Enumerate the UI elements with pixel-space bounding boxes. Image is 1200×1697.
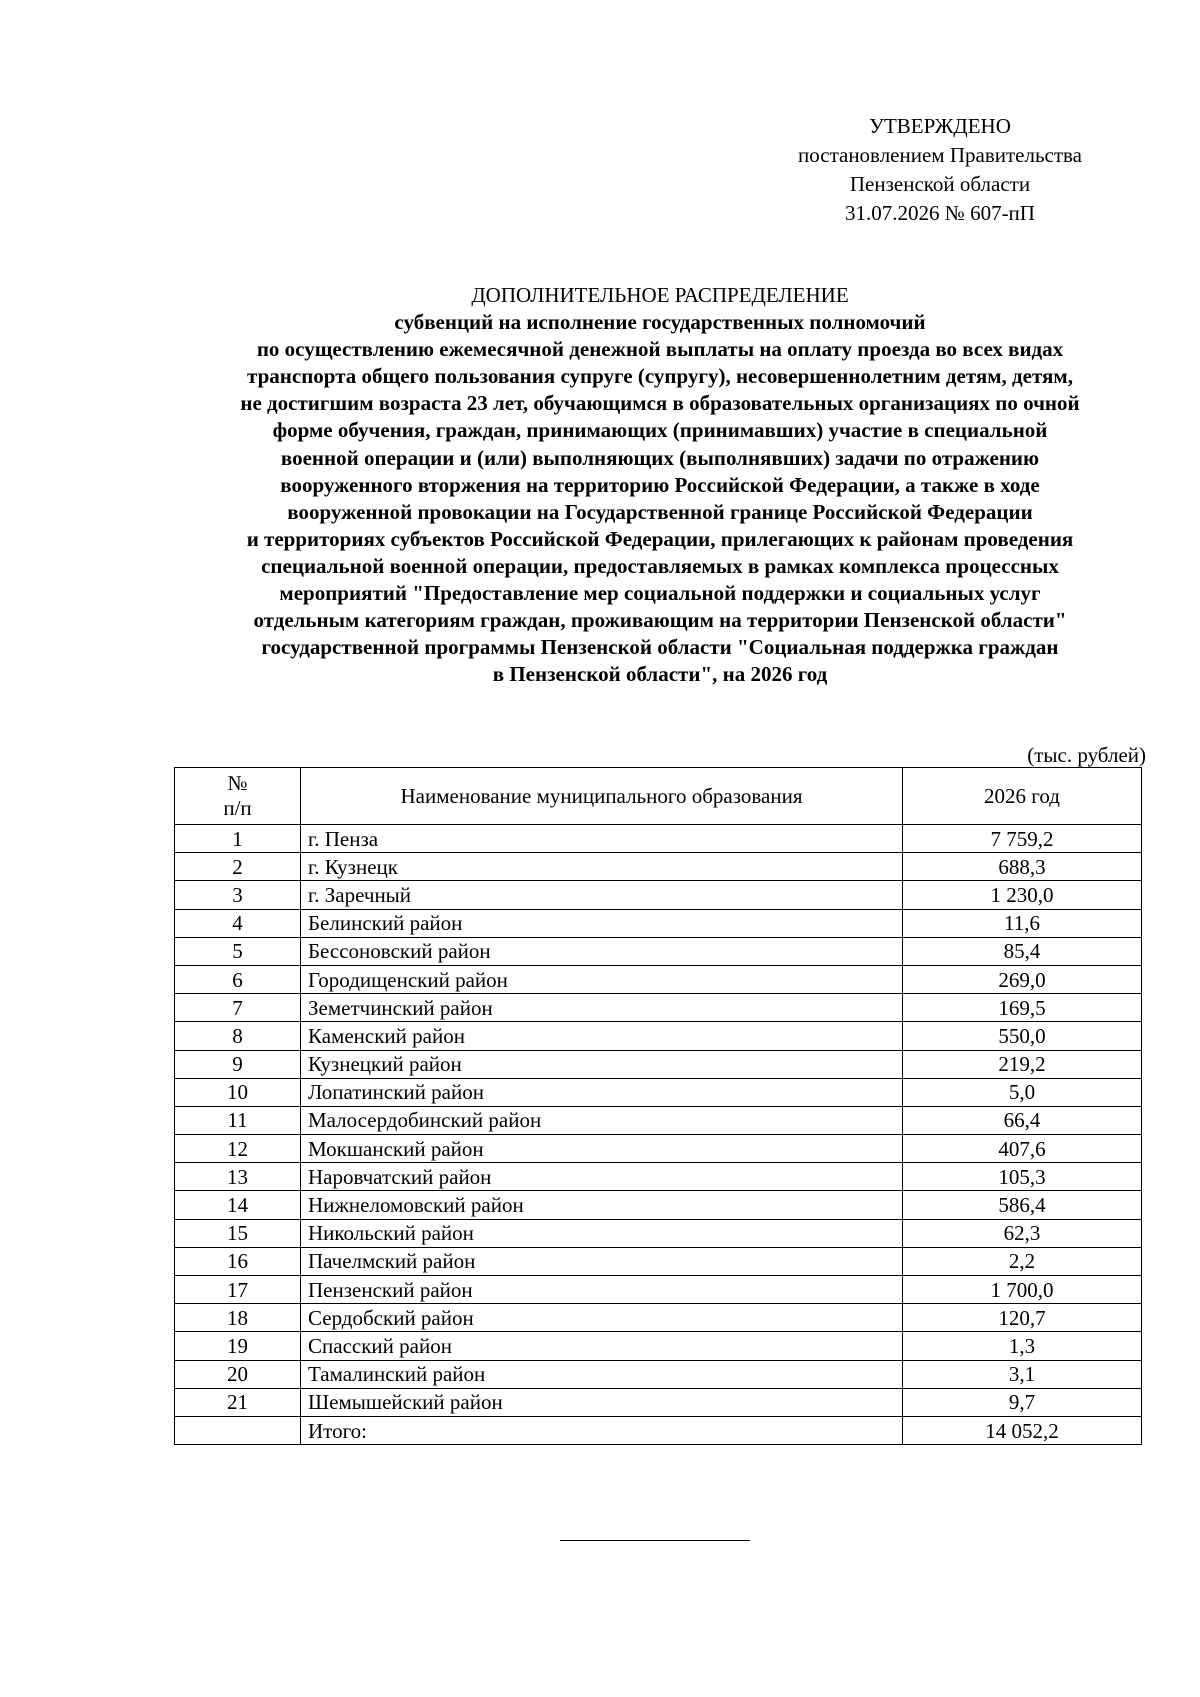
heading-line: вооруженного вторжения на территорию Российской Федерации, а также в ходе — [280, 472, 1040, 497]
row-amount: 407,6 — [903, 1135, 1142, 1163]
table-header-row — [175, 768, 1142, 825]
row-municipality: Пензенский район — [301, 1276, 903, 1304]
row-municipality: Никольский район — [301, 1219, 903, 1247]
total-number — [175, 1416, 301, 1444]
approval-word: УТВЕРЖДЕНО — [869, 114, 1011, 138]
row-amount: 3,1 — [903, 1360, 1142, 1388]
row-number: 17 — [175, 1276, 301, 1304]
table-body — [175, 825, 1142, 1445]
row-amount: 120,7 — [903, 1304, 1142, 1332]
row-municipality: Сердобский район — [301, 1304, 903, 1332]
approval-by: постановлением Правительства — [797, 143, 1082, 167]
row-municipality: Спасский район — [301, 1332, 903, 1360]
row-number: 10 — [175, 1078, 301, 1106]
row-amount: 85,4 — [903, 937, 1142, 965]
heading-line: форме обучения, граждан, принимающих (принимавших) участие в специальной — [272, 418, 1048, 443]
table-row — [175, 1078, 1142, 1106]
end-separator-line — [560, 1540, 750, 1541]
table-row — [175, 1219, 1142, 1247]
row-number: 5 — [175, 937, 301, 965]
table-row — [175, 881, 1142, 909]
header-number — [175, 768, 301, 825]
row-number: 3 — [175, 881, 301, 909]
heading-line: мероприятий "Предоставление мер социальной поддержки и социальных услуг — [279, 581, 1041, 606]
table-row — [175, 853, 1142, 881]
table-row — [175, 1304, 1142, 1332]
row-municipality: г. Заречный — [301, 881, 903, 909]
table-row — [175, 1360, 1142, 1388]
row-number: 1 — [175, 825, 301, 853]
row-amount: 2,2 — [903, 1247, 1142, 1275]
row-number: 12 — [175, 1135, 301, 1163]
row-number: 20 — [175, 1360, 301, 1388]
row-number: 18 — [175, 1304, 301, 1332]
row-amount: 7 759,2 — [903, 825, 1142, 853]
row-amount: 9,7 — [903, 1388, 1142, 1416]
row-amount: 586,4 — [903, 1191, 1142, 1219]
row-number: 6 — [175, 965, 301, 993]
row-amount: 5,0 — [903, 1078, 1142, 1106]
document-title: ДОПОЛНИТЕЛЬНОЕ РАСПРЕДЕЛЕНИЕ — [471, 283, 849, 307]
header-number-abbr: п/п — [223, 796, 252, 820]
table-row — [175, 937, 1142, 965]
row-municipality: Мокшанский район — [301, 1135, 903, 1163]
header-number-sign: № — [227, 771, 248, 795]
row-municipality: Бессоновский район — [301, 937, 903, 965]
table-row — [175, 1332, 1142, 1360]
row-amount: 66,4 — [903, 1106, 1142, 1134]
row-number: 15 — [175, 1219, 301, 1247]
table-row — [175, 1191, 1142, 1219]
row-amount: 169,5 — [903, 994, 1142, 1022]
row-municipality: Пачелмский район — [301, 1247, 903, 1275]
row-amount: 1 230,0 — [903, 881, 1142, 909]
row-municipality: Наровчатский район — [301, 1163, 903, 1191]
row-number: 13 — [175, 1163, 301, 1191]
table-row — [175, 1050, 1142, 1078]
approval-date-number: 31.07.2026 № 607-пП — [845, 201, 1035, 225]
heading-line: вооруженной провокации на Государственной границе Российской Федерации — [287, 499, 1033, 524]
row-amount: 11,6 — [903, 909, 1142, 937]
table-row — [175, 1163, 1142, 1191]
row-amount: 688,3 — [903, 853, 1142, 881]
table-row — [175, 909, 1142, 937]
row-municipality: Тамалинский район — [301, 1360, 903, 1388]
table-row — [175, 1022, 1142, 1050]
row-amount: 1 700,0 — [903, 1276, 1142, 1304]
row-municipality: Кузнецкий район — [301, 1050, 903, 1078]
heading-line: отдельным категориям граждан, проживающим на территории Пензенской области" — [253, 608, 1067, 633]
heading-line: и территориях субъектов Российской Федерации, прилегающих к районам проведения — [246, 526, 1074, 551]
row-number: 7 — [175, 994, 301, 1022]
row-amount: 1,3 — [903, 1332, 1142, 1360]
table-row — [175, 1135, 1142, 1163]
table-row — [175, 1388, 1142, 1416]
header-year: 2026 год — [903, 768, 1142, 825]
table-row — [175, 825, 1142, 853]
units-note: (тыс. рублей) — [1027, 743, 1146, 767]
row-number: 8 — [175, 1022, 301, 1050]
table-row — [175, 1106, 1142, 1134]
row-municipality: г. Пенза — [301, 825, 903, 853]
row-municipality: г. Кузнецк — [301, 853, 903, 881]
row-number: 4 — [175, 909, 301, 937]
row-municipality: Шемышейский район — [301, 1388, 903, 1416]
table-row — [175, 1247, 1142, 1275]
row-municipality: Белинский район — [301, 909, 903, 937]
table-row — [175, 965, 1142, 993]
row-number: 11 — [175, 1106, 301, 1134]
header-name: Наименование муниципального образования — [301, 768, 903, 825]
heading-line: специальной военной операции, предоставляемых в рамках комплекса процессных — [261, 553, 1059, 578]
total-row — [175, 1416, 1142, 1444]
heading-line: в Пензенской области", на 2026 год — [492, 662, 828, 687]
row-amount: 269,0 — [903, 965, 1142, 993]
heading-line: не достигшим возраста 23 лет, обучающимся в образовательных организациях по очной — [240, 391, 1080, 416]
heading-line: государственной программы Пензенской области "Социальная поддержка граждан — [261, 635, 1059, 660]
row-amount: 550,0 — [903, 1022, 1142, 1050]
row-number: 2 — [175, 853, 301, 881]
total-amount: 14 052,2 — [903, 1416, 1142, 1444]
distribution-table — [174, 767, 1142, 1445]
table-row — [175, 994, 1142, 1022]
row-amount: 62,3 — [903, 1219, 1142, 1247]
row-number: 19 — [175, 1332, 301, 1360]
row-municipality: Малосердобинский район — [301, 1106, 903, 1134]
heading-line: субвенций на исполнение государственных полномочий — [394, 310, 926, 335]
row-number: 14 — [175, 1191, 301, 1219]
row-municipality: Городищенский район — [301, 965, 903, 993]
row-municipality: Каменский район — [301, 1022, 903, 1050]
row-number: 21 — [175, 1388, 301, 1416]
row-municipality: Нижнеломовский район — [301, 1191, 903, 1219]
heading-line: военной операции и (или) выполняющих (выполнявших) задачи по отражению — [280, 445, 1040, 470]
row-municipality: Земетчинский район — [301, 994, 903, 1022]
row-amount: 105,3 — [903, 1163, 1142, 1191]
approval-stamp — [740, 112, 1140, 228]
document-heading — [160, 282, 1160, 688]
heading-line: по осуществлению ежемесячной денежной выплаты на оплату проезда во всех видах — [256, 337, 1064, 362]
heading-line: транспорта общего пользования супруге (супругу), несовершеннолетним детям, детям, — [247, 364, 1073, 389]
row-number: 9 — [175, 1050, 301, 1078]
row-municipality: Лопатинский район — [301, 1078, 903, 1106]
total-label: Итого: — [301, 1416, 903, 1444]
row-number: 16 — [175, 1247, 301, 1275]
table-row — [175, 1276, 1142, 1304]
approval-region: Пензенской области — [849, 172, 1031, 196]
row-amount: 219,2 — [903, 1050, 1142, 1078]
